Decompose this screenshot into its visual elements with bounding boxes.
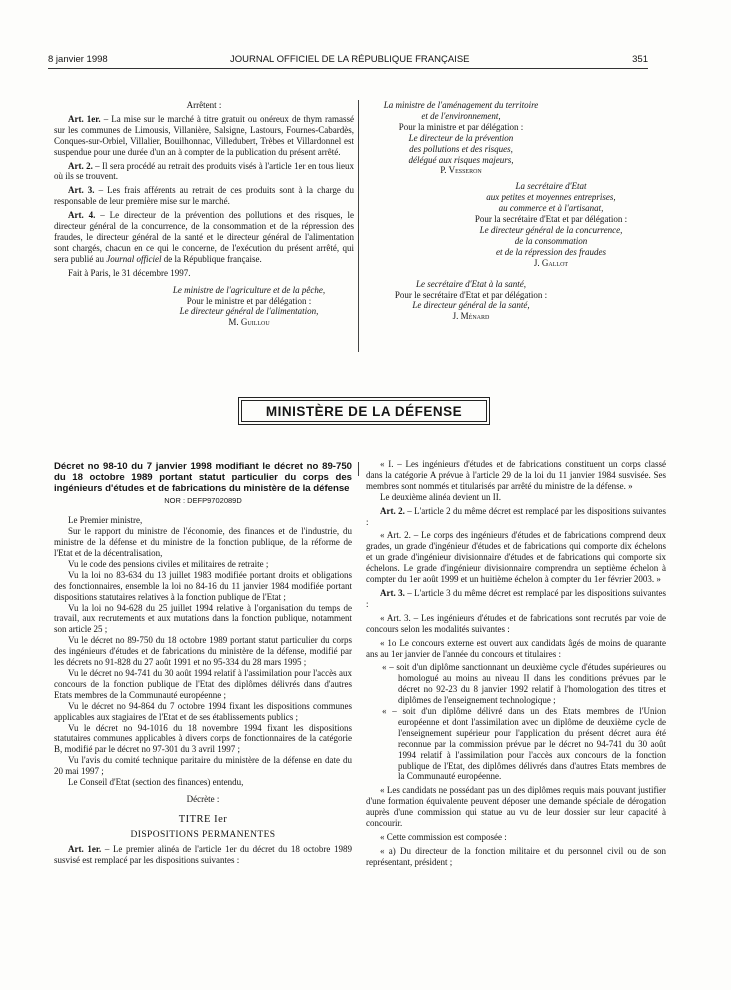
signature-block-commerce: La secrétaire d'Etat aux petites et moyennes entreprises, au commerce et à l'artisanat, Pour la secrétaire d'Etat et par délégation : Le directeur général de la concurrence, de la consommation et de la répression des fraudes J. Gallot: [474, 181, 628, 268]
article-1: Art. 1er. – La mise sur le marché à titre gratuit ou onéreux de thym ramassé sur les communes de Limousis, Villanière, Salsigne, Lastours, Fournes-Cabardès, Conques-sur-Orbiel, Villalier, Bouilhonnac, Villedubert, Trèbes et Villardonnel est suspendue pour une durée d'un an à compter de la publication du présent arrêté.: [54, 113, 354, 157]
decree-article-1: Art. 1er. – Le premier alinéa de l'article 1er du décret du 18 octobre 1989 susvisé est remplacé par les dispositions suivantes :: [54, 843, 352, 865]
visa-paragraph: Le Conseil d'Etat (section des finances) entendu,: [68, 777, 244, 788]
header-page-number: 351: [632, 54, 648, 65]
article-3: Art. 3. – Les frais afférents au retrait de ces produits sont à la charge du responsable de leur première mise sur le marché.: [54, 185, 354, 207]
dash-item: « – soit d'un diplôme délivré dans un des Etats membres de l'Union européenne et dont l'assimilation avec un diplôme de deuxième cycle de l'enseignement supérieur pour l'application du présent décret aura été reconnue par la commission prévue par le décret no 94-741 du 30 août 1994 relatif à l'assimilation pour l'accès aux concours de la fonction publique de l'Etat, des diplômes délivrés dans d'autres Etats membres de la Communauté européenne.: [382, 706, 666, 782]
visa-paragraph: Vu la loi no 94-628 du 25 juillet 1994 relative à l'organisation du temps de travail, aux recrutements et aux mutations dans la fonction publique, notamment son article 25 ;: [54, 602, 352, 635]
decree-column-right: [366, 459, 666, 868]
visa-paragraph: Vu l'avis du comité technique paritaire du ministère de la défense en date du 20 mai 1997 ;: [54, 755, 352, 777]
visa-paragraph: Le Premier ministre,: [68, 515, 143, 526]
visa-paragraph: Sur le rapport du ministre de l'économie, des finances et de l'industrie, du ministre de la défense et du ministre de la fonction publique, de la réforme de l'Etat et de la décentralisation,: [54, 526, 352, 559]
decree-article-3: Art. 3. – L'article 3 du même décret est remplacé par les dispositions suivantes :: [366, 587, 666, 609]
article-4: Art. 4. – Le directeur de la prévention des pollutions et des risques, le directeur général de la concurrence, de la consommation et de la répression des fraudes, le directeur général de la santé et le directeur général de l'alimentation sont chargés, chacun en ce qui le concerne, de l'exécution du présent arrêté, qui sera publié au Journal officiel de la République française.: [54, 210, 355, 264]
nor-reference: NOR : DEFP9702089D: [164, 496, 242, 506]
column-divider-lower: [358, 462, 359, 476]
arretent: Arrêtent :: [186, 100, 222, 110]
quoted-paragraph: « I. – Les ingénieurs d'études et de fabrications constituent un corps classé dans la catégorie A prévue à l'article 29 de la loi du 11 janvier 1984 susvisée. Ses membres sont nommés et titularisés par arrêté du ministre de la défense. »: [366, 459, 666, 491]
visa-paragraph: Vu la loi no 83-634 du 13 juillet 1983 modifiée portant droits et obligations des fonctionnaires, ensemble la loi no 84-16 du 11 janvier 1984 modifiée portant dispositions statutaires relatives à la fonction publique de l'Etat ;: [54, 569, 352, 602]
decree-title: Décret no 98-10 du 7 janvier 1998 modifiant le décret no 89-750 du 18 octobre 1989 portant statut particulier du corps des ingénieurs d'études et de fabrications du ministère de la défense: [54, 461, 352, 494]
body-paragraph: Le deuxième alinéa devient un II.: [380, 491, 501, 502]
visa-paragraph: Vu le décret no 94-1016 du 18 novembre 1994 fixant les dispositions statutaires communes applicables à divers corps de fonctionnaires de la catégorie B, modifié par le décret no 97-301 du 3 avril 1997 ;: [54, 722, 352, 755]
signatures-column: [366, 100, 666, 322]
decree-article-2: Art. 2. – L'article 2 du même décret est remplacé par les dispositions suivantes :: [366, 505, 666, 527]
signature-block-agriculture: Le ministre de l'agriculture et de la pêche, Pour le ministre et par délégation : Le directeur général de l'alimentation, M. Guillou: [172, 284, 326, 328]
titre-heading: TITRE Ier: [178, 813, 228, 825]
page-header: [48, 52, 648, 69]
header-date: 8 janvier 1998: [48, 54, 108, 65]
visa-paragraph: Vu le décret no 94-741 du 30 août 1994 relatif à l'assimilation pour l'accès aux concours de la fonction publique de l'Etat des diplômes délivrés dans d'autres Etats membres de la Communauté européenne ;: [54, 667, 352, 700]
quoted-paragraph: « Cette commission est composée :: [380, 832, 507, 842]
quoted-paragraph: « Les candidats ne possédant pas un des diplômes requis mais pouvant justifier d'une formation équivalente peuvent déposer une demande spéciale de dérogation auprès d'une commission qui statue au vu de leur dossier sur leur capacité à concourir.: [366, 785, 666, 829]
decrete: Décrète :: [186, 793, 220, 804]
column-divider: [358, 100, 359, 352]
dash-item: « – soit d'un diplôme sanctionnant un deuxième cycle d'études supérieures ou homologué au moins au niveau II dans les conditions prévues par le décret no 92-23 du 8 janvier 1992 relatif à l'homologation des titres et diplômes de l'enseignement technologique ;: [382, 662, 666, 706]
arrete-column: [54, 100, 354, 328]
signature-block-sante: Le secrétaire d'Etat à la santé, Pour le secrétaire d'Etat et par délégation : Le directeur général de la santé, J. Ménard: [394, 278, 548, 322]
signature-block-environment: La ministre de l'aménagement du territoire et de l'environnement, Pour la ministre et par délégation : Le directeur de la prévention des pollutions et des risques, délégué aux risques majeurs, P. Vesseron: [383, 100, 539, 176]
article-2: Art. 2. – Il sera procédé au retrait des produits visés à l'article 1er en tous lieux où ils se trouvent.: [54, 160, 354, 182]
quoted-paragraph: « Art. 2. – Le corps des ingénieurs d'études et de fabrications comprend deux grades, un grade d'ingénieur d'études et de fabrications qui comporte dix échelons et un grade d'ingénieur divisionnaire d'études et de fabrications qui comporte six échelons. Le grade d'ingénieur divisionnaire comprendra un septième échelon à compter du 1er août 1999 et un huitième échelon à compter du 1er février 2003. »: [366, 530, 666, 585]
section-heading: DISPOSITIONS PERMANENTES: [130, 829, 276, 840]
visa-paragraph: Vu le code des pensions civiles et militaires de retraite ;: [68, 558, 269, 569]
visa-paragraph: Vu le décret no 89-750 du 18 octobre 1989 portant statut particulier du corps des ingénieurs d'études et de fabrications du ministère de la défense, modifié par les décrets no 91-828 du 27 août 1991 et no 95-334 du 28 mars 1995 ;: [54, 635, 352, 668]
quoted-paragraph: « Art. 3. – Les ingénieurs d'études et de fabrications sont recrutés par voie de concours selon les modalités suivantes :: [366, 612, 666, 634]
header-journal-title: JOURNAL OFFICIEL DE LA RÉPUBLIQUE FRANÇAISE: [230, 54, 470, 65]
decree-column-left: [54, 462, 352, 865]
visa-paragraph: Vu le décret no 94-864 du 7 octobre 1994 fixant les dispositions communes applicables aux stagiaires de l'Etat et de ses établissements publics ;: [54, 700, 352, 722]
quoted-paragraph: « 1o Le concours externe est ouvert aux candidats âgés de moins de quarante ans au 1er janvier de l'année du concours et titulaires :: [366, 637, 666, 659]
quoted-paragraph: « a) Du directeur de la fonction militaire et du personnel civil ou de son représentant, président ;: [366, 845, 666, 867]
fait-a-paris: Fait à Paris, le 31 décembre 1997.: [68, 267, 191, 278]
ministry-heading: MINISTÈRE DE LA DÉFENSE: [238, 397, 490, 425]
